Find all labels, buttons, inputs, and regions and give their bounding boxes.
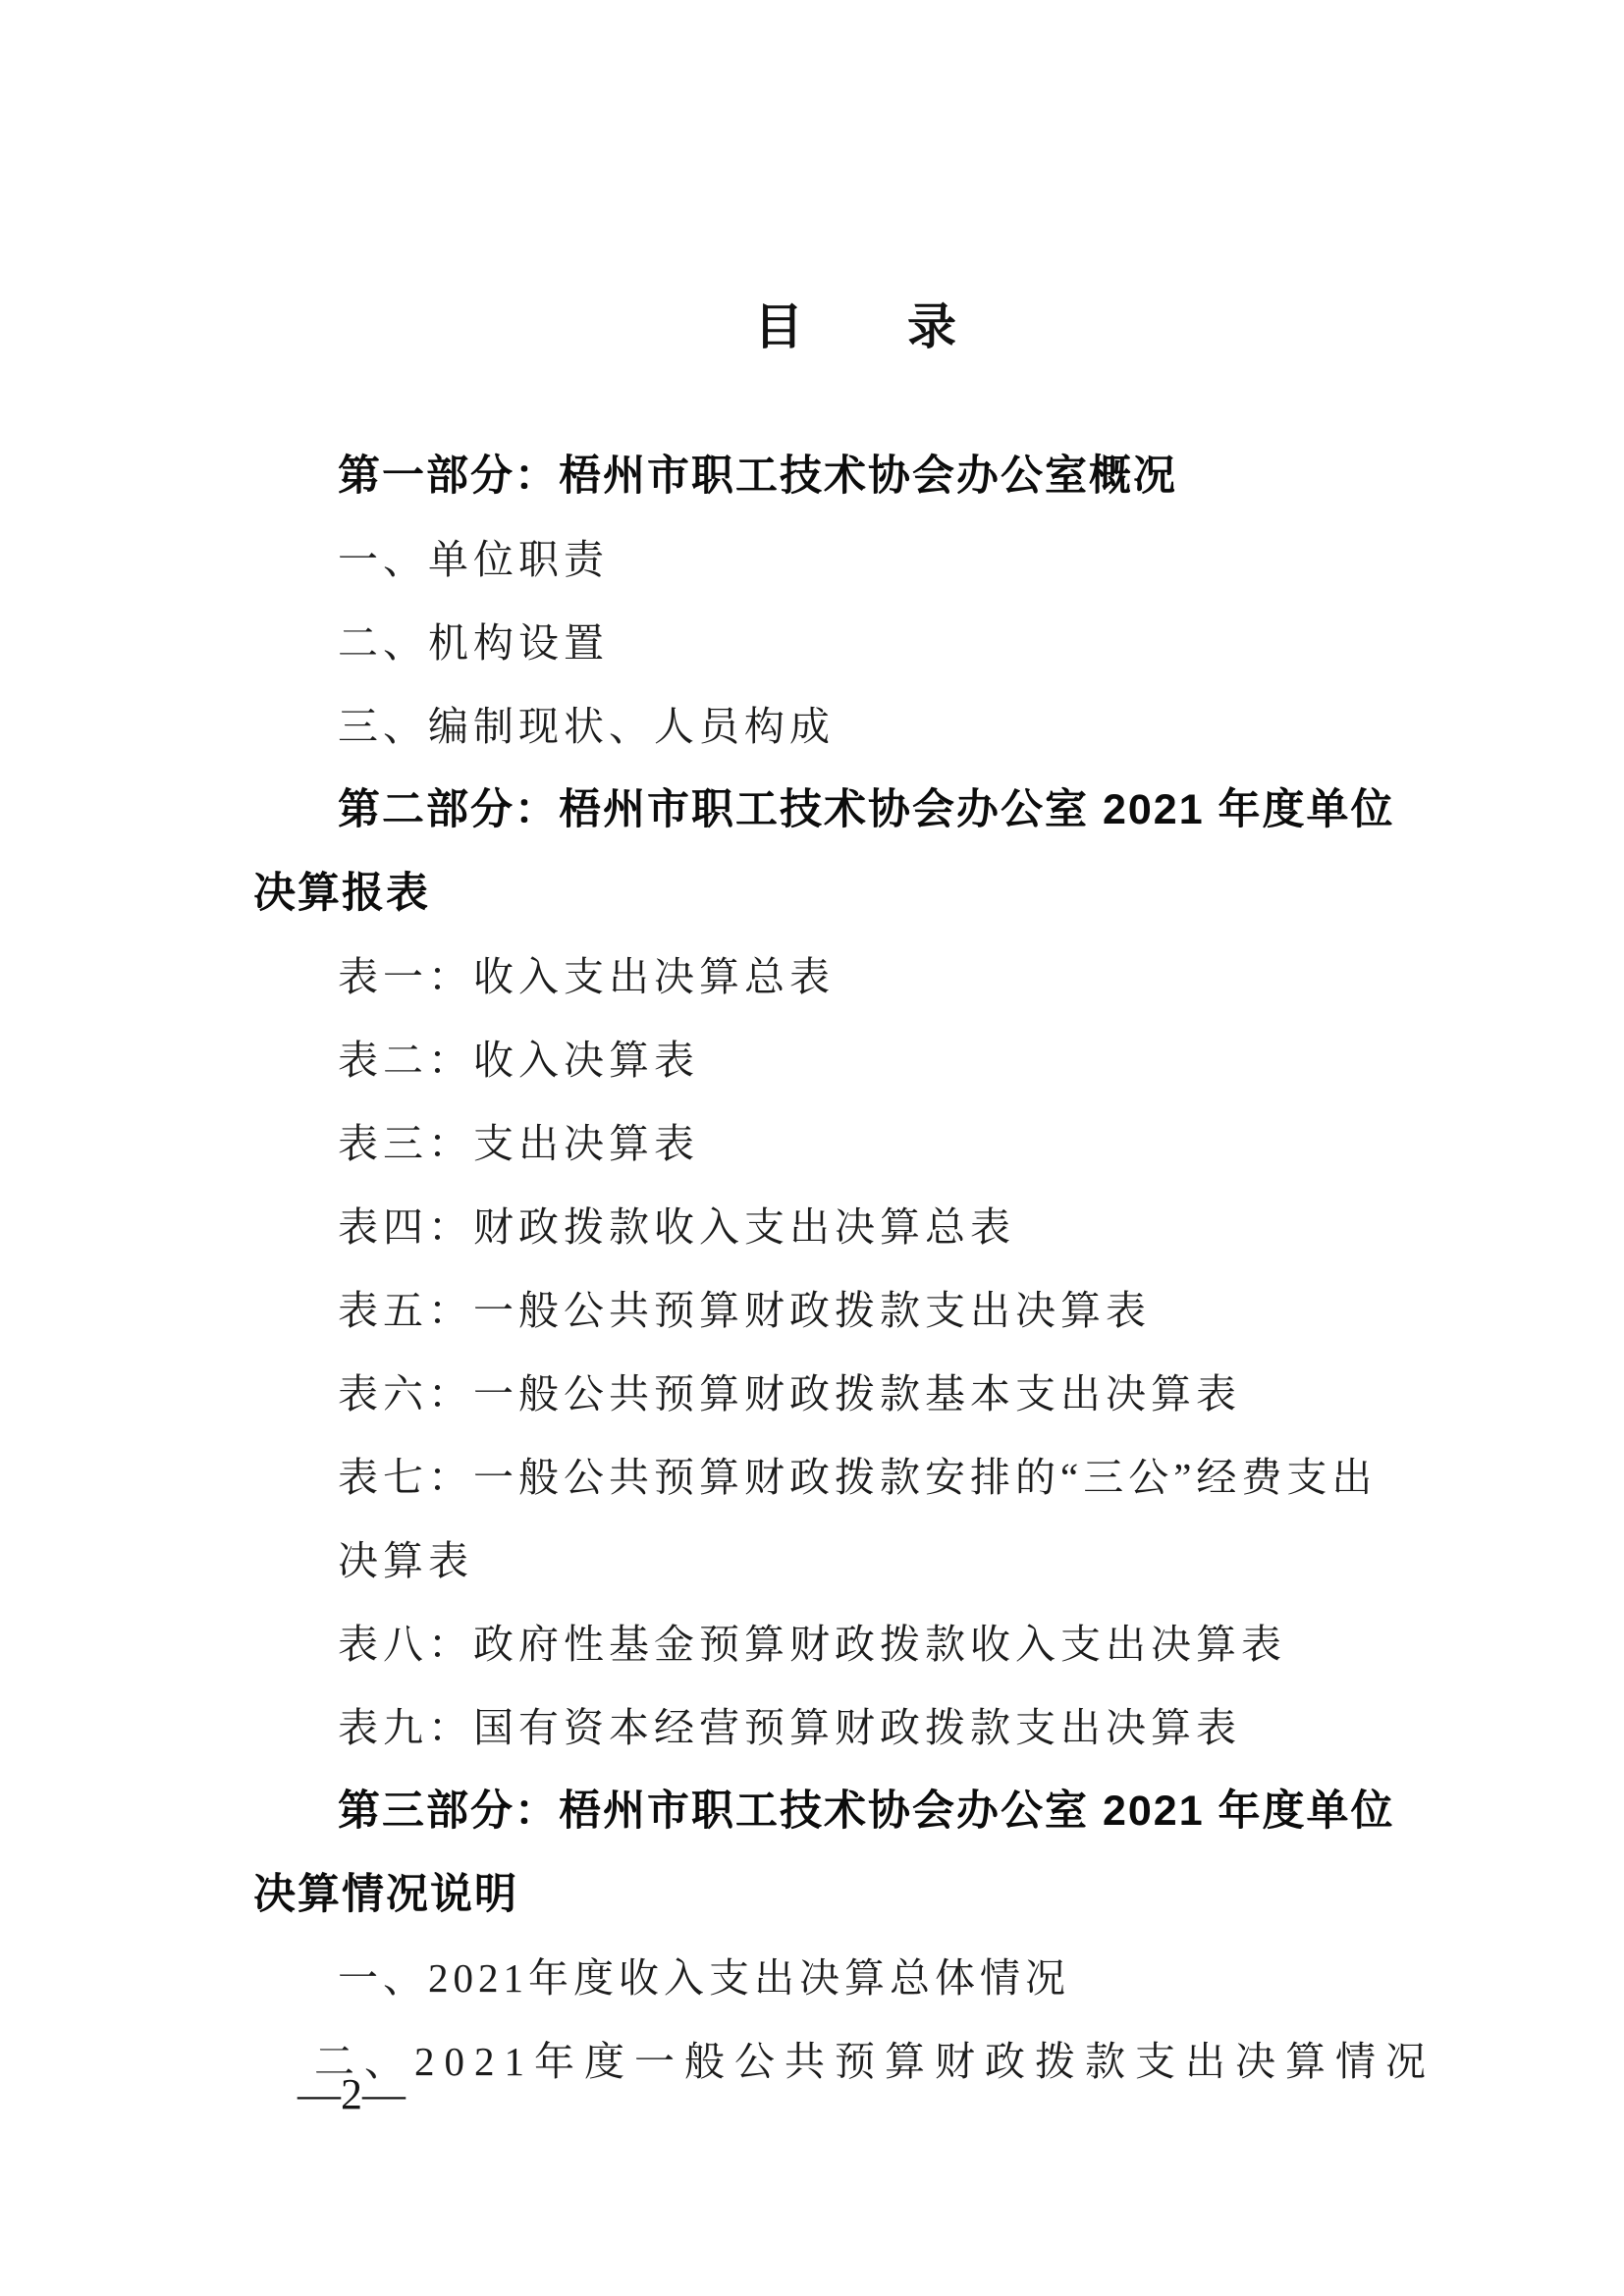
- toc-item-staffing: 三、编制现状、人员构成: [338, 704, 835, 749]
- table-of-contents: [253, 435, 1496, 2104]
- toc-item-table-8: 表八：政府性基金预算财政拨款收入支出决算表: [338, 1622, 1286, 1667]
- toc-item-table-7-line1: 表七：一般公共预算财政拨款安排的“三公”经费支出: [338, 1455, 1378, 1500]
- toc-item-overall-situation: 一、2021年度收入支出决算总体情况: [338, 1955, 1070, 2001]
- toc-item-org-setup: 二、机构设置: [338, 620, 609, 666]
- toc-section-3-heading-line2: 决算情况说明: [253, 1871, 518, 1918]
- toc-item-unit-duties: 一、单位职责: [338, 537, 609, 582]
- page-number: —2—: [298, 2070, 406, 2118]
- toc-item-general-budget-situation: 二、2021年度一般公共预算财政拨款支出决算情况: [314, 2039, 1435, 2084]
- toc-section-1-heading: 第一部分：梧州市职工技术协会办公室概况: [338, 453, 1177, 500]
- toc-item-table-2: 表二：收入决算表: [338, 1038, 699, 1083]
- toc-item-table-9: 表九：国有资本经营预算财政拨款支出决算表: [338, 1705, 1241, 1750]
- toc-item-table-3: 表三：支出决算表: [338, 1121, 699, 1166]
- toc-item-table-7-line2: 决算表: [338, 1538, 473, 1583]
- toc-item-table-6: 表六：一般公共预算财政拨款基本支出决算表: [338, 1371, 1241, 1416]
- toc-section-2-heading-line2: 决算报表: [253, 870, 430, 917]
- toc-section-2-heading-line1: 第二部分：梧州市职工技术协会办公室 2021 年度单位: [338, 786, 1395, 833]
- toc-item-table-5: 表五：一般公共预算财政拨款支出决算表: [338, 1288, 1151, 1333]
- toc-item-table-4: 表四：财政拨款收入支出决算总表: [338, 1204, 1015, 1250]
- page-title: 目 录: [754, 299, 958, 354]
- toc-section-3-heading-line1: 第三部分：梧州市职工技术协会办公室 2021 年度单位: [338, 1788, 1395, 1835]
- toc-item-table-1: 表一：收入支出决算总表: [338, 954, 835, 999]
